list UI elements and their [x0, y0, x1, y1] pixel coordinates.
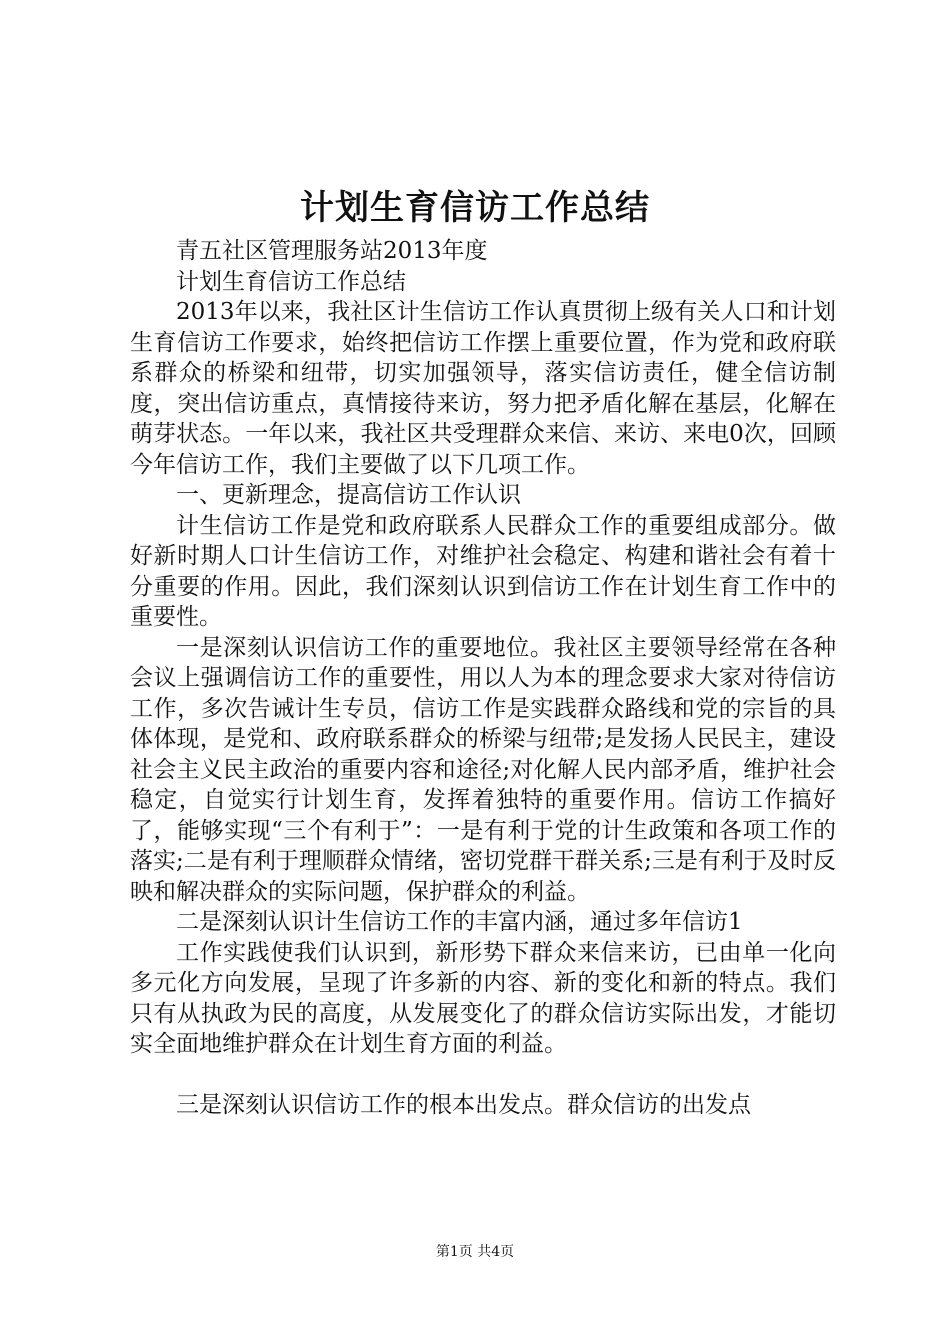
document-body	[130, 236, 836, 1120]
body-paragraph: 工作实践使我们认识到，新形势下群众来信来访，已由单一化向多元化方向发展，呈现了许多新的内容、新的变化和新的特点。我们只有从执政为民的高度，从发展变化了的群众信访实际出发，才能切实全面地维护群众在计划生育方面的利益。	[130, 939, 836, 1057]
document-title: 计划生育信访工作总结	[300, 188, 650, 228]
intro-paragraph: 2013年以来，我社区计生信访工作认真贯彻上级有关人口和计划生育信访工作要求，始终把信访工作摆上重要位置，作为党和政府联系群众的桥梁和纽带，切实加强领导，落实信访责任，健全信访制度，突出信访重点，真情接待来访，努力把矛盾化解在基层，化解在萌芽状态。一年以来，我社区共受理群众来信、来访、来电0次，回顾今年信访工作，我们主要做了以下几项工作。	[130, 299, 836, 478]
org-heading-line: 青五社区管理服务站2013年度	[176, 238, 488, 264]
body-paragraph: 三是深刻认识信访工作的根本出发点。群众信访的出发点	[176, 1091, 751, 1118]
page-footer: 第1页 共4页	[435, 1244, 515, 1260]
subtitle-line: 计划生育信访工作总结	[176, 268, 406, 295]
body-paragraph: 计生信访工作是党和政府联系人民群众工作的重要组成部分。做好新时期人口计生信访工作，对维护社会稳定、构建和谐社会有着十分重要的作用。因此，我们深刻认识到信访工作在计划生育工作中的重要性。	[130, 512, 836, 630]
section-heading: 一、更新理念，提高信访工作认识	[176, 482, 521, 508]
body-paragraph: 一是深刻认识信访工作的重要地位。我社区主要领导经常在各种会议上强调信访工作的重要性，用以人为本的理念要求大家对待信访工作，多次告诫计生专员，信访工作是实践群众路线和党的宗旨的具体体现，是党和、政府联系群众的桥梁与纽带;是发扬人民民主，建设社会主义民主政治的重要内容和途径;对化解人民内部矛盾，维护社会稳定，自觉实行计划生育，发挥着独特的重要作用。信访工作搞好了，能够实现“三个有利于”：一是有利于党的计生政策和各项工作的落实;二是有利于理顺群众情绪，密切党群干群关系;三是有利于及时反映和解决群众的实际问题，保护群众的利益。	[130, 634, 836, 905]
body-paragraph: 二是深刻认识计生信访工作的丰富内涵，通过多年信访1	[176, 909, 743, 935]
